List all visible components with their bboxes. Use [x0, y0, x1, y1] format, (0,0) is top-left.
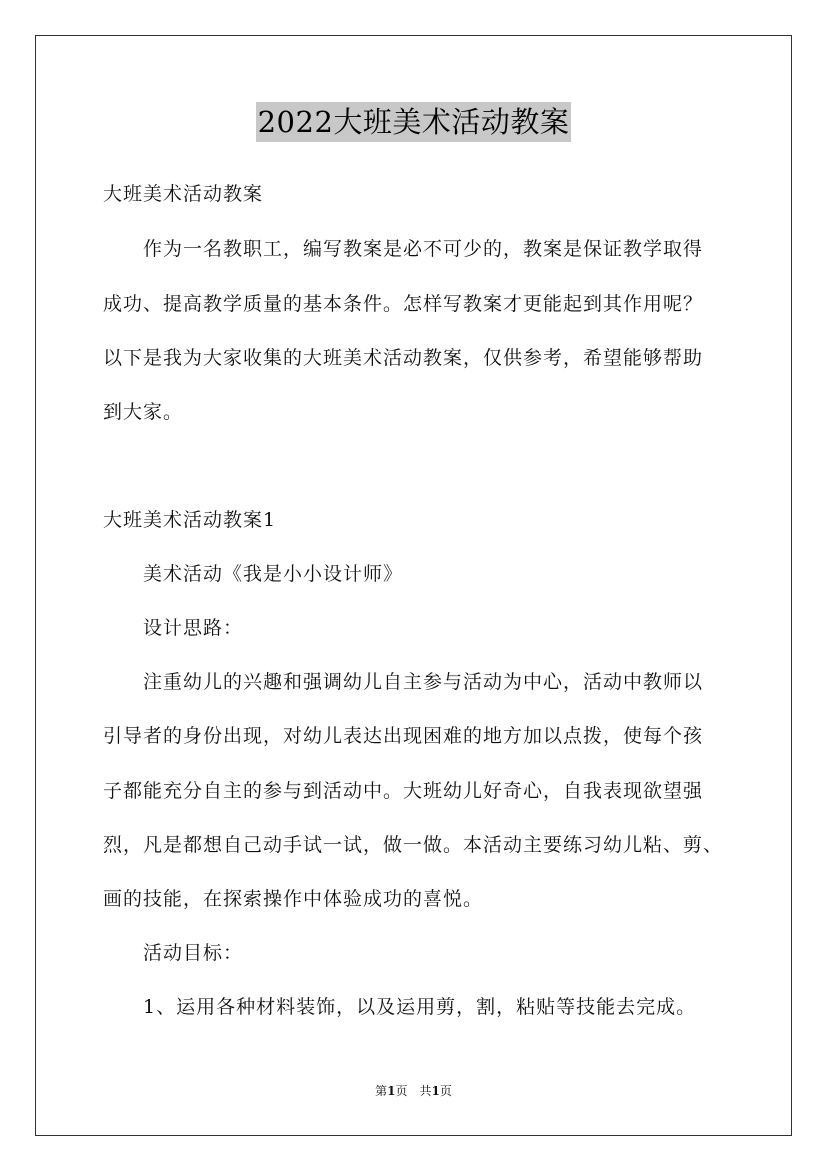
activity-name: 美术活动《我是小小设计师》 [143, 563, 404, 585]
paragraph-line: 以下是我为大家收集的大班美术活动教案，仅供参考，希望能够帮助 [103, 347, 704, 369]
subheading: 活动目标： [143, 942, 244, 964]
subheading: 设计思路： [143, 617, 244, 639]
paragraph-line: 注重幼儿的兴趣和强调幼儿自主参与活动为中心，活动中教师以 [143, 671, 704, 693]
list-item: 1、运用各种材料装饰，以及运用剪，割，粘贴等技能去完成。 [143, 996, 697, 1018]
document-title: 2022大班美术活动教案 [256, 102, 572, 142]
page-footer [0, 1083, 827, 1099]
paragraph-line: 子都能充分自主的参与到活动中。大班幼儿好奇心，自我表现欲望强 [103, 780, 704, 802]
paragraph-line: 烈，凡是都想自己动手试一试，做一做。本活动主要练习幼儿粘、剪、 [103, 834, 724, 856]
footer-middle: 页 共 [395, 1084, 432, 1098]
paragraph-line: 画的技能，在探索操作中体验成功的喜悦。 [103, 888, 484, 910]
paragraph-line: 到大家。 [103, 401, 184, 423]
paragraph-line: 成功、提高教学质量的基本条件。怎样写教案才更能起到其作用呢？ [103, 293, 704, 315]
total-pages-number: 1 [431, 1084, 440, 1098]
paragraph-line: 引导者的身份出现，对幼儿表达出现困难的地方加以点拨，使每个孩 [103, 725, 704, 747]
footer-suffix: 页 [439, 1084, 452, 1098]
section-heading: 大班美术活动教案1 [103, 509, 277, 531]
current-page-number: 1 [387, 1084, 396, 1098]
footer-prefix: 第 [375, 1084, 388, 1098]
paragraph-line: 作为一名教职工，编写教案是必不可少的，教案是保证教学取得 [143, 238, 704, 260]
section-heading: 大班美术活动教案 [103, 183, 264, 205]
title-container [0, 102, 827, 142]
